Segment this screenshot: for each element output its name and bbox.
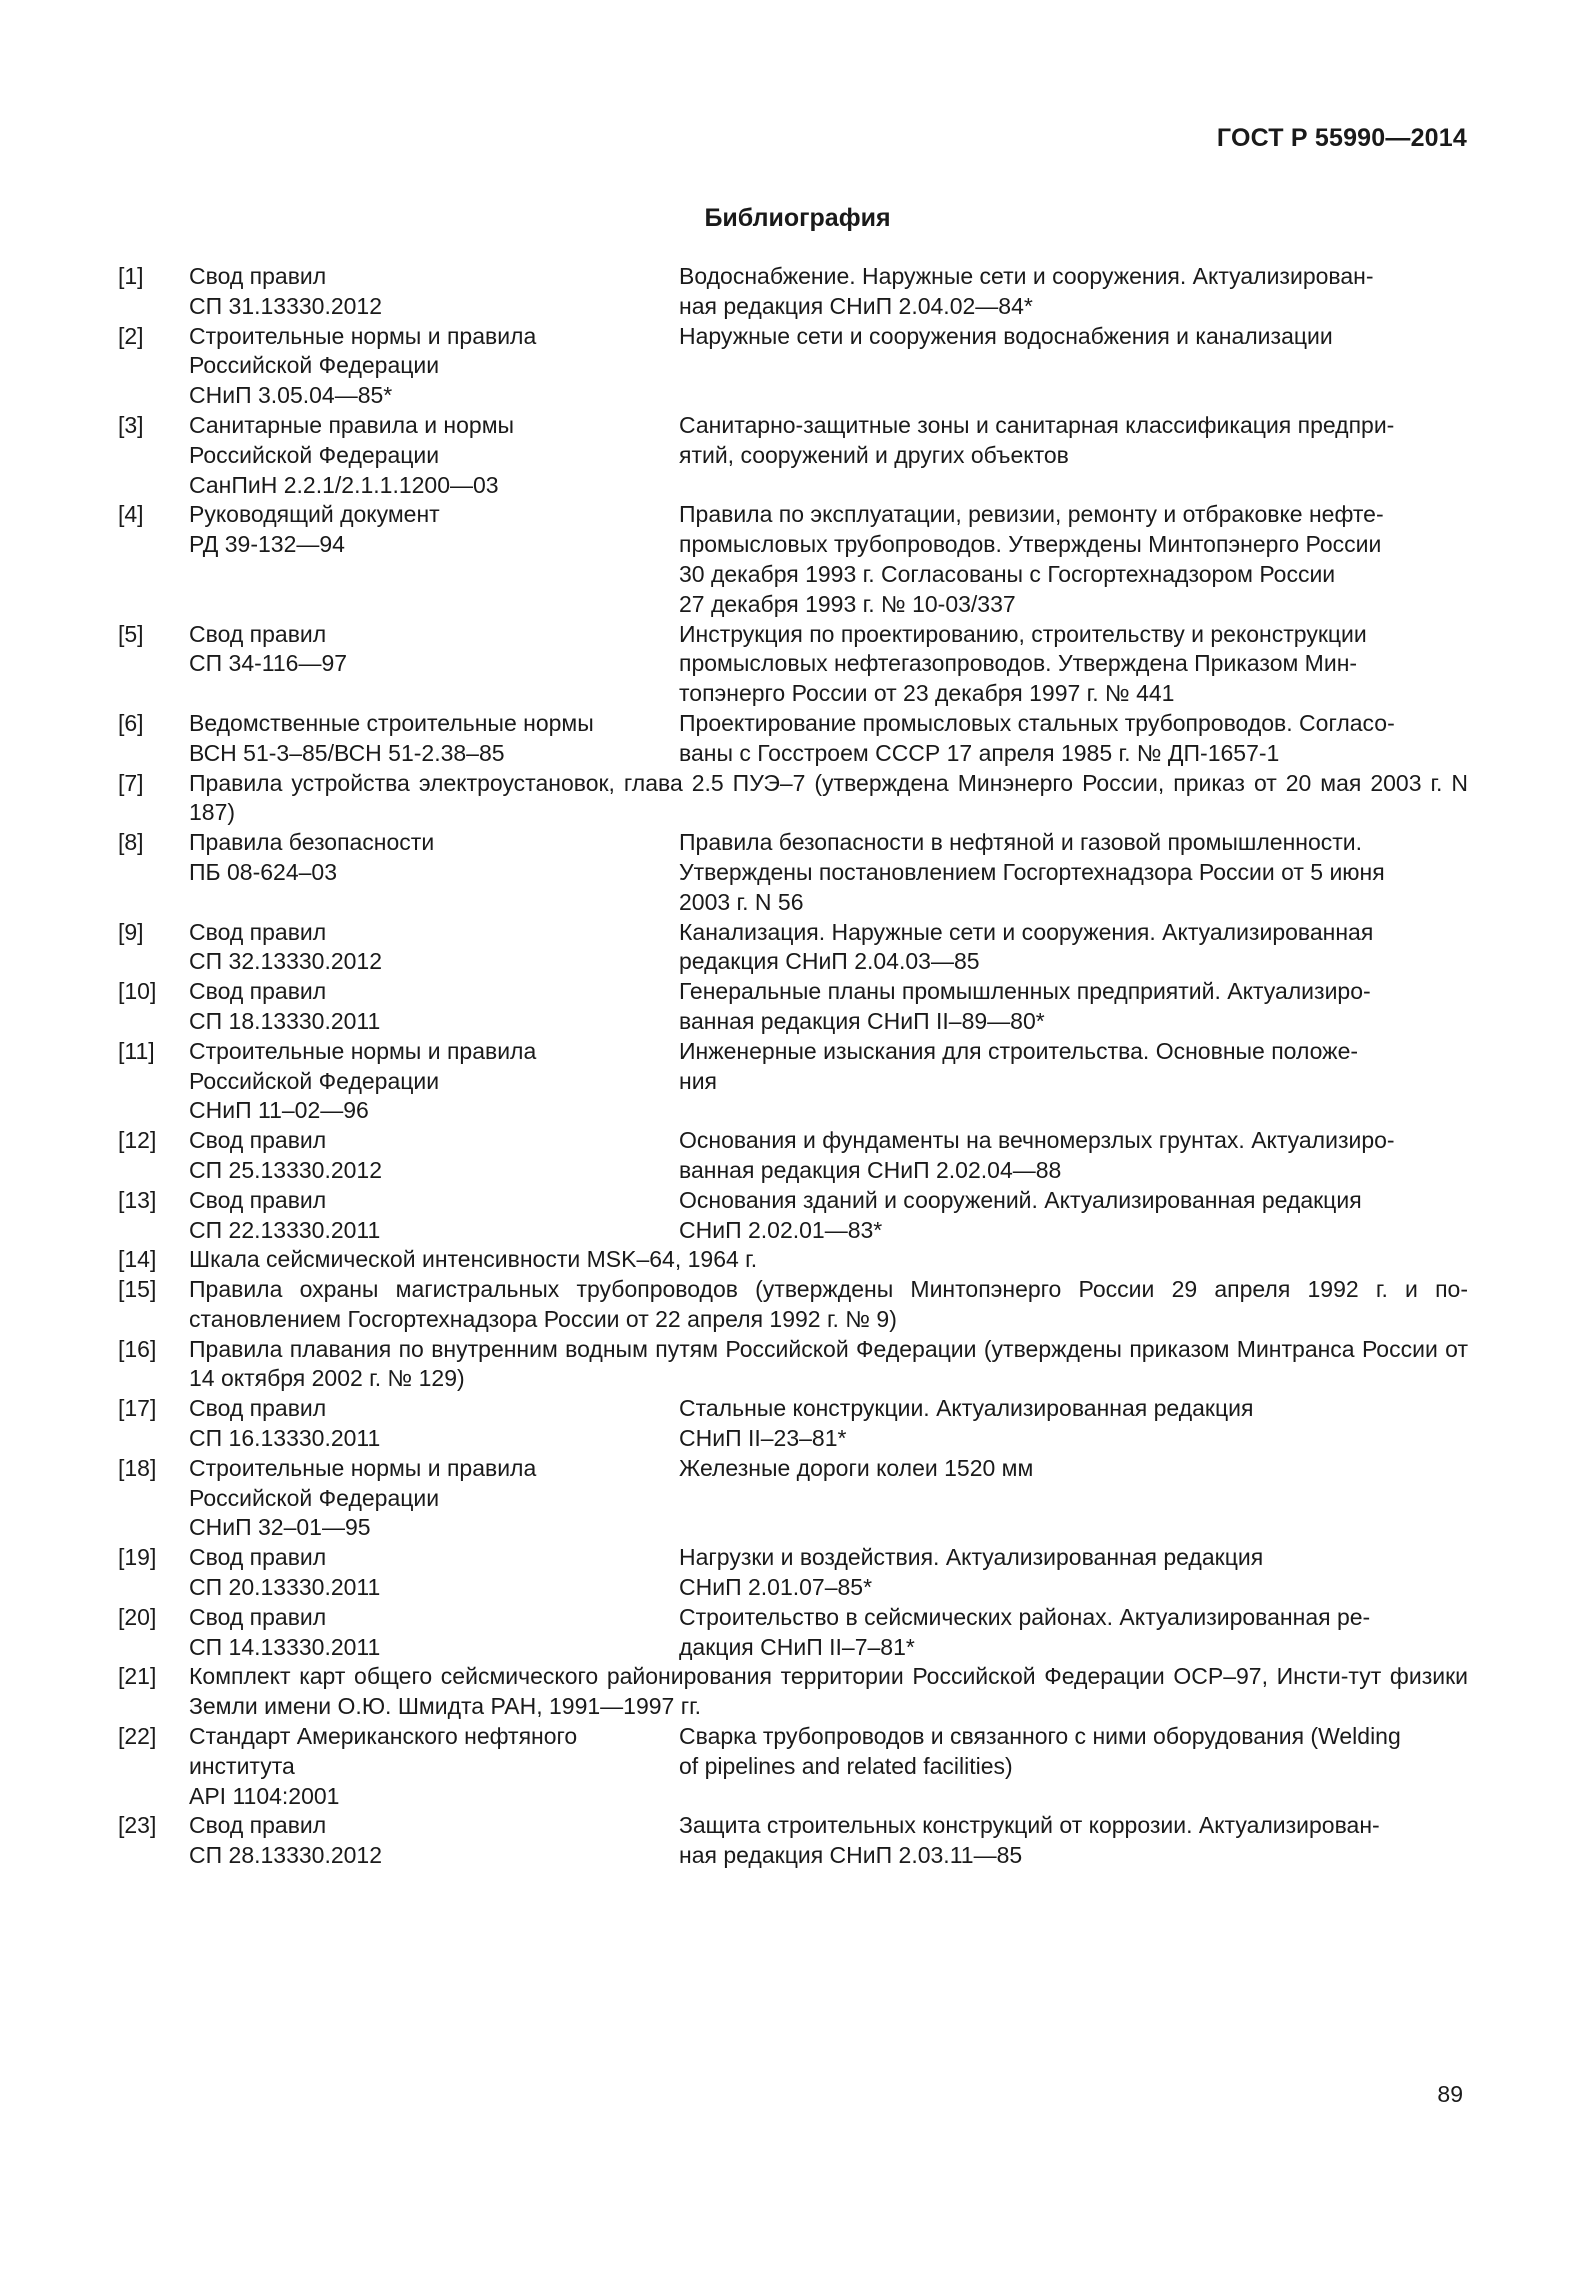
entry-description: Строительство в сейсмических районах. Актуализированная ре- дакция СНиП II–7–81*: [679, 1603, 1371, 1660]
document-code: ГОСТ Р 55990—2014: [1216, 124, 1467, 152]
entry-description: Правила безопасности в нефтяной и газовой промышленности. Утверждены постановлением Госгортехнадзора России от 5 июня 2003 г. N 56: [679, 829, 1385, 915]
entry-number: [21]: [118, 1663, 157, 1690]
entry-text: Шкала сейсмической интенсивности MSK–64, 1964 г.: [189, 1246, 758, 1273]
entry-source: Ведомственные строительные нормы ВСН 51-3–85/ВСН 51-2.38–85: [189, 709, 594, 766]
entry-number: [20]: [118, 1603, 157, 1630]
entry-text: Комплект карт общего сейсмического районирования территории Российской Федерации ОСР–97, Инсти-тут физики Земли имени О.Ю. Шмидта РАН, 1991—1997 гг.: [189, 1663, 1468, 1720]
entry-description: Наружные сети и сооружения водоснабжения и канализации: [679, 322, 1333, 349]
entry-source: Свод правил СП 32.13330.2012: [189, 918, 383, 975]
entry-source: Правила безопасности ПБ 08-624–03: [189, 829, 435, 885]
entry-number: [12]: [118, 1127, 157, 1154]
bibliography-entry: [118, 1335, 1468, 1395]
entry-source: Санитарные правила и нормы Российской Федерации СанПиН 2.2.1/2.1.1.1200—03: [189, 411, 515, 498]
entry-description: Основания и фундаменты на вечномерзлых грунтах. Актуализиро- ванная редакция СНиП 2.02.04—88: [679, 1127, 1395, 1183]
entry-description: Железные дороги колеи 1520 мм: [679, 1454, 1034, 1481]
bibliography-entry: [118, 620, 1468, 709]
entry-number: [23]: [118, 1812, 157, 1839]
entry-number: [10]: [118, 978, 157, 1005]
bibliography-entry: [118, 918, 1468, 978]
bibliography-entry: [118, 1037, 1468, 1126]
entry-number: [13]: [118, 1186, 157, 1213]
entry-text: Правила охраны магистральных трубопроводов (утверждены Минтопэнерго России 29 апреля 1992 г. и по-становлением Госгортехнадзора России от 22 апреля 1992 г. № 9): [189, 1276, 1468, 1332]
entry-number: [14]: [118, 1246, 157, 1273]
entry-source: Свод правил СП 16.13330.2011: [189, 1395, 381, 1452]
entry-source: Свод правил СП 31.13330.2012: [189, 263, 383, 319]
entry-description: Сварка трубопроводов и связанного с ними оборудования (Welding of pipelines and related facilities): [679, 1723, 1401, 1779]
entry-number: [8]: [118, 829, 144, 856]
bibliography-entry: [118, 828, 1468, 917]
entry-number: [17]: [118, 1395, 157, 1422]
page-number: 89: [1437, 2081, 1463, 2107]
entry-source: Свод правил СП 25.13330.2012: [189, 1127, 383, 1183]
entry-number: [7]: [118, 769, 144, 796]
entry-source: Стандарт Американского нефтяного института API 1104:2001: [189, 1723, 578, 1809]
entry-number: [22]: [118, 1723, 157, 1750]
entry-number: [5]: [118, 620, 144, 647]
entry-source: Свод правил СП 22.13330.2011: [189, 1186, 381, 1243]
entry-source: Строительные нормы и правила Российской Федерации СНиП 3.05.04—85*: [189, 322, 537, 409]
entry-source: Строительные нормы и правила Российской Федерации СНиП 11–02—96: [189, 1037, 537, 1124]
entry-description: Правила по эксплуатации, ревизии, ремонту и отбраковке нефте- промысловых трубопроводов. Утверждены Минтопэнерго России 30 декабря 1993 г. Согласованы с Госгортехнадзором России 27 декабря 1993 г. № 10-03/337: [679, 501, 1384, 617]
entry-number: [19]: [118, 1544, 157, 1571]
bibliography-entry: [118, 1186, 1468, 1246]
entry-number: [15]: [118, 1276, 157, 1303]
bibliography-entry: [118, 322, 1468, 411]
bibliography-list: [118, 262, 1468, 1871]
bibliography-entry: [118, 1543, 1468, 1603]
bibliography-entry: [118, 1662, 1468, 1722]
entry-number: [16]: [118, 1335, 157, 1362]
bibliography-entry: [118, 1722, 1468, 1811]
page-title: Библиография: [704, 204, 891, 232]
entry-source: Свод правил СП 18.13330.2011: [189, 978, 381, 1034]
bibliography-entry: [118, 769, 1468, 829]
entry-description: Инженерные изыскания для строительства. Основные положе- ния: [679, 1037, 1359, 1094]
bibliography-entry: [118, 1126, 1468, 1186]
entry-source: Руководящий документ РД 39-132—94: [189, 501, 440, 558]
entry-text: Правила плавания по внутренним водным путям Российской Федерации (утверждены приказом Минтранса России от 14 октября 2002 г. № 129): [189, 1335, 1468, 1392]
bibliography-entry: [118, 411, 1468, 500]
entry-description: Основания зданий и сооружений. Актуализированная редакция СНиП 2.02.01—83*: [679, 1186, 1362, 1243]
entry-number: [1]: [118, 263, 144, 289]
entry-description: Проектирование промысловых стальных трубопроводов. Согласо- ваны с Госстроем СССР 17 апреля 1985 г. № ДП-1657-1: [679, 709, 1395, 766]
bibliography-entry: [118, 1811, 1468, 1871]
entry-source: Свод правил СП 34-116—97: [189, 620, 348, 677]
entry-description: Инструкция по проектированию, строительству и реконструкции промысловых нефтегазопроводов. Утверждена Приказом Мин- топэнерго России от 23 декабря 1997 г. № 441: [679, 620, 1367, 707]
entry-description: Канализация. Наружные сети и сооружения. Актуализированная редакция СНиП 2.04.03—85: [679, 918, 1374, 975]
bibliography-entry: [118, 1275, 1468, 1335]
entry-description: Генеральные планы промышленных предприятий. Актуализиро- ванная редакция СНиП II–89—80*: [679, 978, 1371, 1034]
entry-text: Правила устройства электроустановок, глава 2.5 ПУЭ–7 (утверждена Минэнерго России, приказ от 20 мая 2003 г. N 187): [189, 769, 1468, 826]
entry-description: Защита строительных конструкций от коррозии. Актуализирован- ная редакция СНиП 2.03.11—85: [679, 1812, 1380, 1869]
entry-source: Свод правил СП 14.13330.2011: [189, 1603, 381, 1660]
bibliography-entry: [118, 1603, 1468, 1663]
bibliography-entry: [118, 1245, 1468, 1275]
entry-description: Стальные конструкции. Актуализированная редакция СНиП II–23–81*: [679, 1395, 1254, 1452]
entry-source: Свод правил СП 28.13330.2012: [189, 1812, 383, 1869]
entry-source: Строительные нормы и правила Российской Федерации СНиП 32–01—95: [189, 1454, 537, 1541]
bibliography-entry: [118, 500, 1468, 619]
entry-number: [18]: [118, 1454, 157, 1481]
entry-number: [3]: [118, 411, 144, 438]
entry-number: [9]: [118, 918, 144, 945]
entry-source: Свод правил СП 20.13330.2011: [189, 1544, 381, 1601]
entry-description: Водоснабжение. Наружные сети и сооружения. Актуализирован- ная редакция СНиП 2.04.02—84*: [679, 263, 1374, 319]
entry-number: [2]: [118, 322, 144, 349]
entry-number: [11]: [118, 1037, 155, 1064]
entry-description: Нагрузки и воздействия. Актуализированная редакция СНиП 2.01.07–85*: [679, 1544, 1264, 1601]
bibliography-entry: [118, 709, 1468, 769]
bibliography-entry: [118, 1454, 1468, 1543]
entry-number: [4]: [118, 501, 144, 528]
bibliography-entry: [118, 262, 1468, 322]
entry-number: [6]: [118, 709, 144, 736]
bibliography-entry: [118, 977, 1468, 1037]
bibliography-entry: [118, 1394, 1468, 1454]
entry-description: Санитарно-защитные зоны и санитарная классификация предпри- ятий, сооружений и других объектов: [679, 411, 1395, 468]
